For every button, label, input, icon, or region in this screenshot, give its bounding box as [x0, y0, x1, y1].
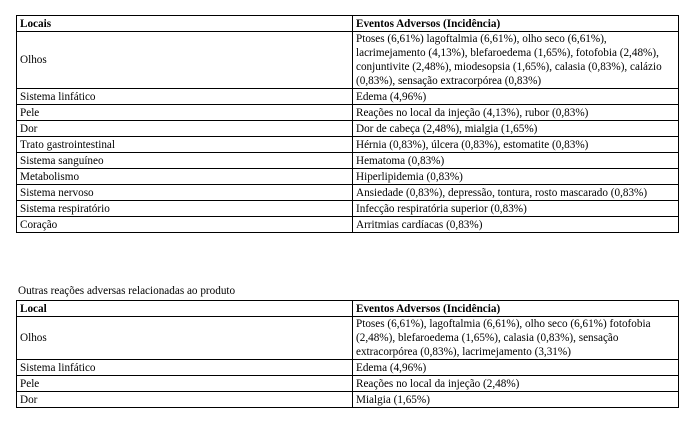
column-header-locais: Locais [17, 16, 353, 32]
table-row [17, 137, 679, 153]
cell-location: Pele [17, 105, 353, 121]
cell-events: Mialgia (1,65%) [353, 392, 679, 408]
table-row [17, 105, 679, 121]
cell-events: Reações no local da injeção (4,13%), rubor (0,83%) [353, 105, 679, 121]
table-caption: Outras reações adversas relacionadas ao produto [18, 285, 236, 297]
table-row [17, 392, 679, 408]
table-header-row [17, 301, 679, 317]
adverse-events-table [16, 15, 679, 233]
cell-events: Hematoma (0,83%) [353, 153, 679, 169]
table-row [17, 217, 679, 233]
cell-location: Sistema sanguíneo [17, 153, 353, 169]
cell-location: Coração [17, 217, 353, 233]
cell-events: Arritmias cardíacas (0,83%) [353, 217, 679, 233]
table-row [17, 185, 679, 201]
other-adverse-reactions-table [16, 300, 679, 408]
cell-location: Metabolismo [17, 169, 353, 185]
table-row [17, 201, 679, 217]
cell-location: Dor [17, 121, 353, 137]
cell-events: Hiperlipidemia (0,83%) [353, 169, 679, 185]
cell-events: Ansiedade (0,83%), depressão, tontura, rosto mascarado (0,83%) [353, 185, 679, 201]
cell-location: Sistema linfático [17, 360, 353, 376]
table-row [17, 169, 679, 185]
cell-events: Ptoses (6,61%) lagoftalmia (6,61%), olho seco (6,61%), lacrimejamento (4,13%), blefaroedema (1,65%), fotofobia (2,48%), conjuntivite (2,48%), miodesopsia (1,65%), calasia (0,83%), calázio (0,83%), sensação extracorpórea (0,83%) [353, 32, 679, 89]
table-row [17, 89, 679, 105]
table-row [17, 32, 679, 89]
cell-location: Olhos [17, 317, 353, 360]
cell-events: Ptoses (6,61%), lagoftalmia (6,61%), olho seco (6,61%) fotofobia (2,48%), blefaroedema (1,65%), calasia (0,83%), sensação extracorpórea (0,83%), lacrimejamento (3,31%) [353, 317, 679, 360]
cell-events: Hérnia (0,83%), úlcera (0,83%), estomatite (0,83%) [353, 137, 679, 153]
cell-location: Sistema nervoso [17, 185, 353, 201]
cell-events: Edema (4,96%) [353, 360, 679, 376]
cell-location: Sistema linfático [17, 89, 353, 105]
table-row [17, 121, 679, 137]
cell-location: Trato gastrointestinal [17, 137, 353, 153]
cell-location: Sistema respiratório [17, 201, 353, 217]
cell-location: Pele [17, 376, 353, 392]
column-header-eventos: Eventos Adversos (Incidência) [353, 301, 679, 317]
cell-events: Reações no local da injeção (2,48%) [353, 376, 679, 392]
cell-location: Olhos [17, 32, 353, 89]
table-row [17, 360, 679, 376]
table-row [17, 153, 679, 169]
table-row [17, 317, 679, 360]
table-row [17, 376, 679, 392]
column-header-local: Local [17, 301, 353, 317]
cell-events: Infecção respiratória superior (0,83%) [353, 201, 679, 217]
cell-location: Dor [17, 392, 353, 408]
table-header-row [17, 16, 679, 32]
cell-events: Dor de cabeça (2,48%), mialgia (1,65%) [353, 121, 679, 137]
column-header-eventos: Eventos Adversos (Incidência) [353, 16, 679, 32]
cell-events: Edema (4,96%) [353, 89, 679, 105]
